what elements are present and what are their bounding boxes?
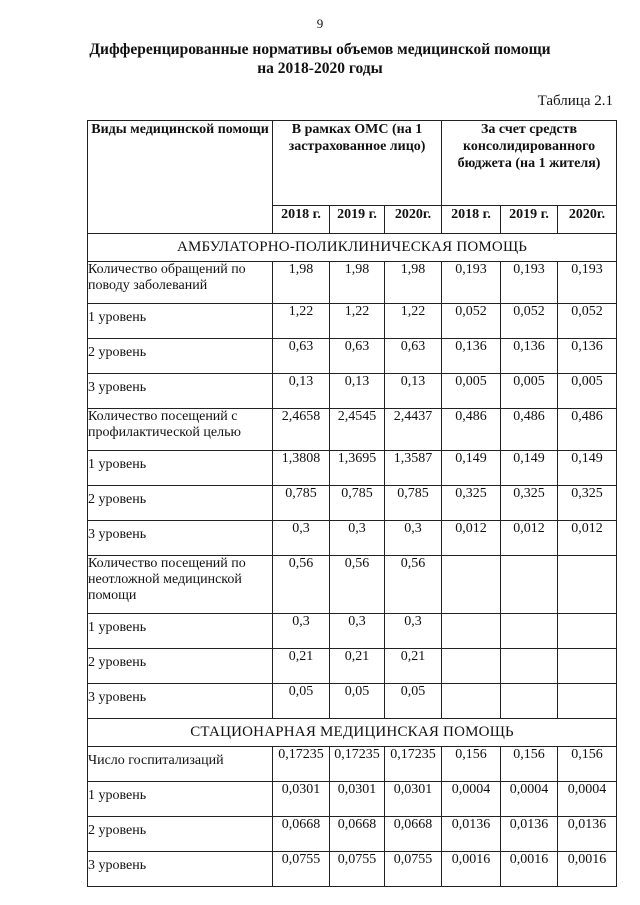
row-label: 1 уровень: [88, 782, 273, 817]
table-cell: 0,012: [558, 521, 617, 556]
section-title: СТАЦИОНАРНАЯ МЕДИЦИНСКАЯ ПОМОЩЬ: [88, 719, 617, 747]
header-year: 2018 г.: [273, 206, 330, 234]
table-cell: 1,98: [385, 262, 442, 304]
table-cell: 0,325: [442, 486, 501, 521]
table-row: [88, 304, 617, 339]
table-row: [88, 614, 617, 649]
table-cell: [442, 614, 501, 649]
table-cell: 0,0016: [501, 852, 558, 887]
table-cell: 0,0301: [330, 782, 385, 817]
table-cell: 0,0301: [385, 782, 442, 817]
row-label: 2 уровень: [88, 486, 273, 521]
table-row: [88, 684, 617, 719]
header-year: 2020г.: [385, 206, 442, 234]
table-row: [88, 374, 617, 409]
table-cell: 0,0004: [501, 782, 558, 817]
title-line-2: на 2018-2020 годы: [257, 60, 383, 77]
section-row: [88, 234, 617, 262]
row-label: 2 уровень: [88, 817, 273, 852]
table-row: [88, 521, 617, 556]
row-label: 2 уровень: [88, 649, 273, 684]
table-cell: [501, 649, 558, 684]
section-title: АМБУЛАТОРНО-ПОЛИКЛИНИЧЕСКАЯ ПОМОЩЬ: [88, 234, 617, 262]
table-cell: 0,052: [442, 304, 501, 339]
table-cell: [501, 684, 558, 719]
table-cell: 0,0668: [385, 817, 442, 852]
header-care-types: Виды медицинской помощи: [88, 121, 273, 234]
row-label: Количество посещений с профилактической целью: [88, 409, 273, 451]
table-cell: [501, 556, 558, 614]
table-cell: [558, 649, 617, 684]
table-cell: 0,012: [442, 521, 501, 556]
table-row: [88, 747, 617, 782]
row-label: 2 уровень: [88, 339, 273, 374]
table-cell: [558, 556, 617, 614]
table-cell: 0,56: [385, 556, 442, 614]
table-cell: 0,05: [385, 684, 442, 719]
table-cell: 1,3808: [273, 451, 330, 486]
table-cell: 0,0755: [385, 852, 442, 887]
table-cell: 0,486: [442, 409, 501, 451]
table-cell: [442, 649, 501, 684]
table-cell: 1,98: [273, 262, 330, 304]
table-cell: 0,21: [273, 649, 330, 684]
table-cell: 0,005: [558, 374, 617, 409]
row-label: Количество посещений по неотложной медицинской помощи: [88, 556, 273, 614]
table-row: [88, 262, 617, 304]
table-cell: 0,136: [501, 339, 558, 374]
table-cell: 0,0136: [501, 817, 558, 852]
table-cell: 1,22: [273, 304, 330, 339]
table-cell: 0,156: [501, 747, 558, 782]
table-cell: 0,13: [330, 374, 385, 409]
table-cell: 0,0668: [330, 817, 385, 852]
row-label: Количество обращений по поводу заболеваний: [88, 262, 273, 304]
table-cell: 0,0301: [273, 782, 330, 817]
table-cell: [442, 556, 501, 614]
row-label: 3 уровень: [88, 374, 273, 409]
table-row: [88, 339, 617, 374]
table-cell: 2,4437: [385, 409, 442, 451]
table-label: Таблица 2.1: [537, 93, 613, 109]
table-cell: 0,325: [558, 486, 617, 521]
table-body: [88, 234, 617, 887]
table-cell: 0,3: [273, 614, 330, 649]
title-line-1: Дифференцированные нормативы объемов медицинской помощи: [89, 41, 551, 58]
table-cell: 0,486: [501, 409, 558, 451]
row-label: 1 уровень: [88, 451, 273, 486]
table-cell: 0,3: [330, 521, 385, 556]
section-row: [88, 719, 617, 747]
header-year: 2019 г.: [501, 206, 558, 234]
table-row: [88, 649, 617, 684]
table-cell: 0,56: [273, 556, 330, 614]
table-cell: 0,0016: [558, 852, 617, 887]
table-cell: 0,05: [273, 684, 330, 719]
table-cell: 0,3: [385, 521, 442, 556]
table-cell: 0,3: [330, 614, 385, 649]
table-row: [88, 556, 617, 614]
table-cell: 0,149: [558, 451, 617, 486]
table-cell: 0,0136: [558, 817, 617, 852]
table-cell: 0,193: [442, 262, 501, 304]
table-header: [88, 121, 617, 234]
table-row: [88, 409, 617, 451]
table-row: [88, 852, 617, 887]
table-cell: 0,156: [558, 747, 617, 782]
row-label: Число госпитализаций: [88, 747, 273, 782]
table-cell: 0,63: [385, 339, 442, 374]
table-cell: 0,052: [501, 304, 558, 339]
table-cell: 0,17235: [330, 747, 385, 782]
table-cell: 0,0755: [273, 852, 330, 887]
row-label: 3 уровень: [88, 852, 273, 887]
table-cell: 0,56: [330, 556, 385, 614]
table-cell: 0,136: [442, 339, 501, 374]
table-row: [88, 817, 617, 852]
row-label: 1 уровень: [88, 614, 273, 649]
table-cell: 0,3: [273, 521, 330, 556]
table-cell: [442, 684, 501, 719]
header-year: 2018 г.: [442, 206, 501, 234]
table-cell: 1,3587: [385, 451, 442, 486]
table-cell: 0,052: [558, 304, 617, 339]
table-cell: 0,785: [273, 486, 330, 521]
table-cell: 0,785: [330, 486, 385, 521]
table-cell: 0,193: [501, 262, 558, 304]
table-cell: 0,005: [442, 374, 501, 409]
table-row: [88, 451, 617, 486]
table-cell: 0,193: [558, 262, 617, 304]
table-cell: 0,149: [442, 451, 501, 486]
table-cell: 1,98: [330, 262, 385, 304]
table-cell: 0,785: [385, 486, 442, 521]
table-cell: 0,05: [330, 684, 385, 719]
document-title: [0, 40, 640, 78]
table-cell: 0,0016: [442, 852, 501, 887]
header-year: 2019 г.: [330, 206, 385, 234]
table-cell: 2,4545: [330, 409, 385, 451]
table-cell: 0,13: [385, 374, 442, 409]
table-cell: 0,012: [501, 521, 558, 556]
header-budget: За счет средств консолидированного бюджета (на 1 жителя): [442, 121, 617, 206]
table-cell: 0,0004: [442, 782, 501, 817]
table-cell: [558, 684, 617, 719]
page-number: 9: [316, 16, 324, 31]
table-cell: 0,486: [558, 409, 617, 451]
table-cell: 0,149: [501, 451, 558, 486]
table-cell: 0,0755: [330, 852, 385, 887]
table-cell: 0,325: [501, 486, 558, 521]
table-cell: 0,17235: [385, 747, 442, 782]
table-cell: 0,156: [442, 747, 501, 782]
table-row: [88, 486, 617, 521]
header-year: 2020г.: [558, 206, 617, 234]
table-cell: 0,136: [558, 339, 617, 374]
table-cell: 1,22: [385, 304, 442, 339]
table-cell: 0,21: [330, 649, 385, 684]
table-cell: 0,005: [501, 374, 558, 409]
table-cell: 2,4658: [273, 409, 330, 451]
table-row: [88, 782, 617, 817]
row-label: 3 уровень: [88, 521, 273, 556]
table-cell: 0,63: [273, 339, 330, 374]
table-cell: [558, 614, 617, 649]
table-cell: 0,0004: [558, 782, 617, 817]
table-cell: 0,21: [385, 649, 442, 684]
table-cell: 0,0668: [273, 817, 330, 852]
table-cell: 0,13: [273, 374, 330, 409]
table-cell: 0,63: [330, 339, 385, 374]
table-cell: [501, 614, 558, 649]
table-cell: 1,22: [330, 304, 385, 339]
header-oms: В рамках ОМС (на 1 застрахованное лицо): [273, 121, 442, 206]
row-label: 1 уровень: [88, 304, 273, 339]
row-label: 3 уровень: [88, 684, 273, 719]
table-cell: 1,3695: [330, 451, 385, 486]
table-cell: 0,0136: [442, 817, 501, 852]
table-cell: 0,3: [385, 614, 442, 649]
table-cell: 0,17235: [273, 747, 330, 782]
norms-table: [87, 120, 617, 887]
